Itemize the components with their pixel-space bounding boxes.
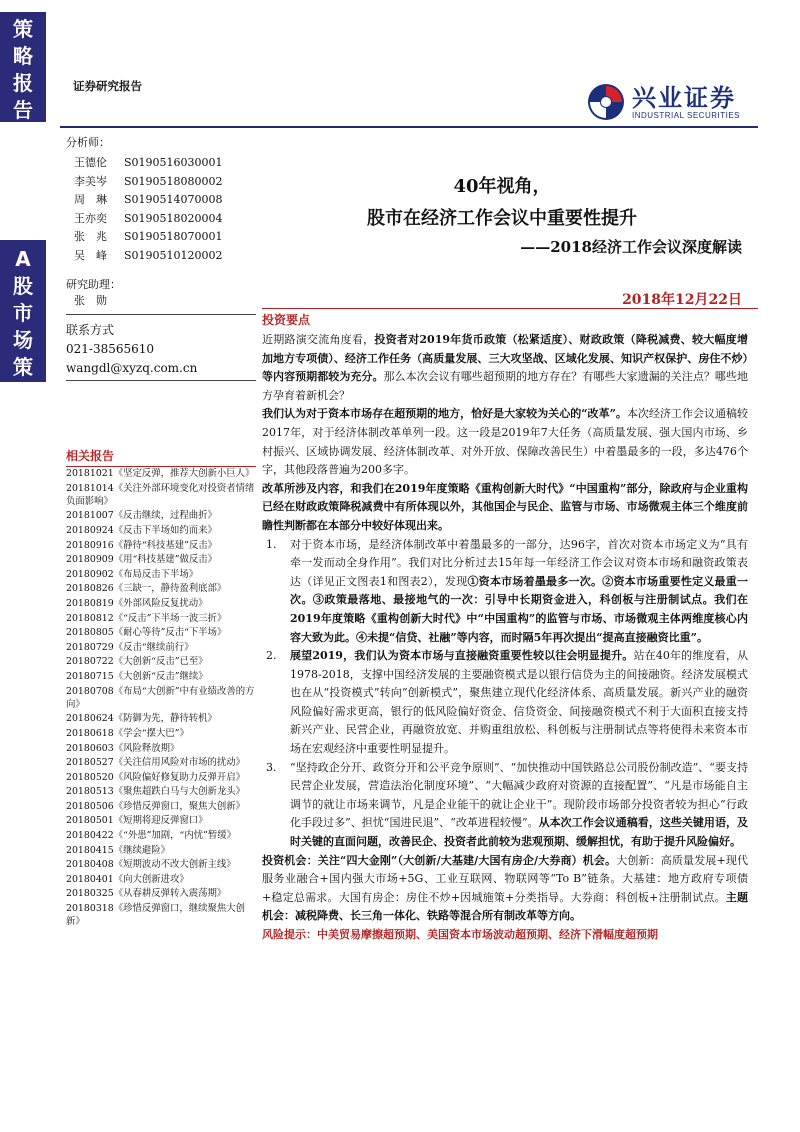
related-report-link[interactable]: 20180408《短期波动不改大创新主线》 <box>66 859 236 871</box>
related-report-link[interactable]: 20180729《反击“继续前行》 <box>66 641 194 653</box>
bold-text-run: 投资机会：关注“四大金刚”（大创新/大基建/大国有房企/大券商）机会。 <box>262 853 617 867</box>
related-report-link[interactable]: 20180715《大创新“反击”继续》 <box>66 670 208 682</box>
bold-text-run: 展望2019，我们认为资本市场与直接融资重要性较以往会明显提升。 <box>290 649 634 663</box>
numbered-item <box>262 647 748 759</box>
analyst-panel <box>66 134 256 381</box>
title-line-1: 40年视角， <box>453 176 551 197</box>
numbered-item <box>262 536 748 648</box>
header-rule <box>60 126 758 128</box>
analyst-row <box>74 173 256 192</box>
analyst-license-id: S0190510120002 <box>124 248 223 262</box>
side-char: A <box>15 247 31 271</box>
related-report-link[interactable]: 20180325《从春耕反弹转入震荡期》 <box>66 888 227 900</box>
related-report-link[interactable]: 20180513《聚焦超跌白马与大创新龙头》 <box>66 786 245 798</box>
related-report-link[interactable]: 20180722《大创新“反击”已至》 <box>66 656 208 668</box>
logo-emblem-icon <box>586 82 626 122</box>
related-report-link[interactable]: 20180401《向大创新进攻》 <box>66 873 189 885</box>
contact-label: 联系方式 <box>66 322 115 337</box>
related-report-link[interactable]: 20180603《风险释放期》 <box>66 742 180 754</box>
side-char: 股 <box>13 274 33 298</box>
assistant-name: 张 勋 <box>74 293 107 307</box>
related-report-link[interactable]: 20180527《关注信用风险对市场的扰动》 <box>66 757 245 769</box>
analyst-row <box>74 191 256 210</box>
text-run: 对于资本市场，是经济体制改革中着墨最多的一部分，达96字，首次对资本市场定义为“具有牵一发而动全身作用”。我们对比分析过去15年每一年经济工作会议对资本市场和融资政策表达（详见正文图表1和图表2），发现 <box>290 537 748 588</box>
category-vertical-label <box>0 240 46 406</box>
analyst-row <box>74 247 256 266</box>
text-run: 站在40年的维度看，从1978-2018，支撑中国经济发展的主要融资模式是以银行信贷为主的间接融资。经济发展模式也在从“投资模式”转向“创新模式”，聚焦建立现代化经济体系、高质量发展。新兴产业的融资风险偏好需求更高，银行的低风险偏好资金、信贷资金、间接融资模式不利于大面积直接支持新兴产业、民营企业，再融资放宽、并购重组放松、科创板与注册制试点等将使得未来资本市场在宏观经济中重要性明显提升。 <box>290 649 748 756</box>
risk-warning <box>262 926 748 945</box>
bold-text-run: 我们认为对于资本市场存在超预期的地方，恰好是大家较为关心的“改革”。 <box>262 407 627 421</box>
text-run: 本次经济工作会议通稿较2017年，对于经济体制改革单列一段。这一段是2019年7大任务（高质量发展、强大国内市场、乡村振兴、区域协调发展、经济体制改革、对外开放、保障改善民生）中着墨最多的一段，多达476个字，其他段落普遍为200多字。 <box>262 407 748 477</box>
report-type-vertical-label <box>0 12 46 122</box>
side-char: 略 <box>13 44 33 68</box>
related-reports-title: 相关报告 <box>66 447 256 467</box>
related-report-link[interactable]: 20180902《布局反击下半场》 <box>66 568 199 580</box>
analyst-name: 王德伦 <box>74 156 107 169</box>
related-report-link[interactable]: 20180318《珍惜反弹窗口，继续聚焦大创新》 <box>66 903 245 928</box>
related-report-link[interactable]: 20180624《防御为先，静待转机》 <box>66 713 217 725</box>
related-report-link[interactable]: 20180805《耐心等待”反击“下半场》 <box>66 627 227 639</box>
item-number: 1. <box>266 537 277 551</box>
text-run: 近期路演交流角度看， <box>262 333 375 346</box>
related-report-link[interactable]: 20181021《坚定反弹，推荐大创新小巨人》 <box>66 468 255 479</box>
text-run: 那么本次会议有哪些超预期的地方存在？有哪些大家遗漏的关注点？哪些地方孕育着新机会？ <box>262 370 749 402</box>
paragraph: 改革所涉及内容，和我们在2019年度策略《重构创新大时代》“中国重构”部分，除政府与企业重构已经在财政政策降税减费中有所体现以外，其他国企与民企、监管与市场、市场微观主体三个维度前瞻性判断都在本部分中较好体现出来。 <box>262 481 748 532</box>
side-char: 策 <box>13 355 33 379</box>
bold-text-run: 投资者对2019年货币政策（松紧适度）、财政政策（降税减费、较大幅度增加地方专项债）、经济工作任务（高质量发展、三大攻坚战、区域化发展、知识产权保护、房住不炒）等内容预期都较为充分。 <box>262 333 749 384</box>
related-report-link[interactable]: 20180924《反击下半场如约而来》 <box>66 524 217 536</box>
related-report-link[interactable]: 20180916《静待“科技基建”反击》 <box>66 539 218 551</box>
subtitle: ——2018经济工作会议深度解读 <box>520 238 742 256</box>
logo-english-name: INDUSTRIAL SECURITIES <box>632 110 740 120</box>
related-report-link[interactable]: 20180422《“外患”加剧，“内忧”暂缓》 <box>66 830 237 842</box>
related-report-link[interactable]: 20181014《关注外部环境变化对投资者情绪负面影响》 <box>66 482 255 507</box>
related-report-link[interactable]: 20180520《风险偏好修复助力反弹开启》 <box>66 771 245 783</box>
report-date: 2018年12月22日 <box>622 292 742 308</box>
analyst-label: 分析师： <box>66 136 110 149</box>
item-number: 3. <box>266 760 277 774</box>
bold-text-run: 从本次工作会议通稿看，这些关键用语，及时关键的直面问题，改善民企、投资者此前较为悲观预期、缓解担忧，有助于提升风险偏好。 <box>290 816 748 849</box>
related-report-link[interactable]: 20180708《布局“大创新”中有业绩改善的方向》 <box>66 685 255 710</box>
doc-type-label: 证券研究报告 <box>73 79 142 93</box>
report-body <box>262 331 748 945</box>
analyst-name: 吴 峰 <box>74 248 107 262</box>
divider <box>66 380 256 381</box>
risk-label: 风险提示： <box>262 928 317 941</box>
related-report-link[interactable]: 20180415《继续避险》 <box>66 844 170 856</box>
analyst-row <box>74 154 256 173</box>
date-rule <box>262 308 758 309</box>
text-run: “坚持政企分开、政资分开和公平竞争原则”、“加快推动中国铁路总公司股份制改造”、“要支持民营企业发展，营造法治化制度环境”、“大幅减少政府对资源的直接配置”、“凡是市场能自主调节的就让市场来调节，凡是企业能干的就让企业干”。现阶段市场部分投资者较为担心“行政化手段过多”、担忧“国进民退”、“改革进程较慢”。 <box>290 760 748 830</box>
contact-phone: 021-38565610 <box>66 341 155 356</box>
side-char: 报 <box>13 71 33 95</box>
risk-text: 中美贸易摩擦超预期、美国资本市场波动超预期、经济下滑幅度超预期 <box>317 928 658 941</box>
related-report-link[interactable]: 20180826《三缺一，静待盈利底部》 <box>66 583 227 595</box>
paragraph <box>262 405 748 479</box>
related-report-link[interactable]: 20180909《用“科技基建”做反击》 <box>66 554 218 566</box>
paragraph <box>262 852 748 926</box>
analyst-license-id: S0190518020004 <box>124 211 223 225</box>
section-title: 投资要点 <box>262 313 311 327</box>
side-char: 告 <box>13 98 33 122</box>
related-report-link[interactable]: 20180618《学会“摆大巴”》 <box>66 727 189 739</box>
company-logo <box>586 82 740 122</box>
bold-text-run: 主题机会：减税降费、长三角一体化、铁路等混合所有制改革等方向。 <box>262 890 748 923</box>
item-number: 2. <box>266 649 277 663</box>
analyst-license-id: S0190518070001 <box>124 230 223 244</box>
related-report-link[interactable]: 20180812《“反击”下半场一波三折》 <box>66 612 227 624</box>
analyst-license-id: S0190516030001 <box>124 156 223 169</box>
related-report-link[interactable]: 20180819《外部风险反复扰动》 <box>66 597 208 609</box>
analyst-license-id: S0190518080002 <box>124 174 223 188</box>
divider <box>66 314 256 315</box>
contact-email-link[interactable]: wangdl@xyzq.com.cn <box>66 360 198 375</box>
assistant-label: 研究助理： <box>66 277 121 291</box>
related-reports-list <box>66 467 256 930</box>
numbered-item <box>262 759 748 852</box>
related-report-link[interactable]: 20180501《短期将迎反弹窗口》 <box>66 815 208 827</box>
side-bar <box>0 0 46 1132</box>
bold-text-run: ①资本市场着墨最多一次。②资本市场重要性定义最重一次。③政策最落地、最接地气的一次：引导中长期资金进入，科创板与注册制试点。我们在2019年度策略《重构创新大时代》中“中国重构”的监管与市场、市场微观主体两维度核心内容大致为此。④未提“信贷、社融”等内容，而时隔5年再次提出“提高直接融资比重”。 <box>290 574 748 644</box>
paragraph <box>262 331 748 405</box>
analyst-row <box>74 210 256 229</box>
side-char: 市 <box>13 301 33 325</box>
analyst-name: 王亦奕 <box>74 211 107 225</box>
analyst-name: 张 兆 <box>74 230 107 244</box>
side-char: 场 <box>13 328 33 352</box>
analyst-license-id: S0190514070008 <box>124 193 223 207</box>
text-run: 大创新：高质量发展+现代服务业融合+国内强大市场+5G、工业互联网、物联网等“To B”链条。大基建：地方政府专项债+稳定总需求。大国有房企：房住不炒+因城施策+分类指导。大券商：科创板+注册制试点。 <box>262 853 748 904</box>
report-title-block <box>262 172 742 257</box>
logo-chinese-name: 兴业证券 <box>632 83 736 112</box>
analyst-name: 李美岑 <box>74 174 107 188</box>
related-report-link[interactable]: 20180506《珍惜反弹窗口，聚焦大创新》 <box>66 800 245 812</box>
side-char: 略 <box>13 382 33 406</box>
side-char: 策 <box>13 17 33 41</box>
analyst-name: 周 琳 <box>74 193 107 207</box>
analyst-row <box>74 228 256 247</box>
related-report-link[interactable]: 20181007《反击继续，过程曲折》 <box>66 510 217 522</box>
title-line-2: 股市在经济工作会议中重要性提升 <box>367 208 637 229</box>
